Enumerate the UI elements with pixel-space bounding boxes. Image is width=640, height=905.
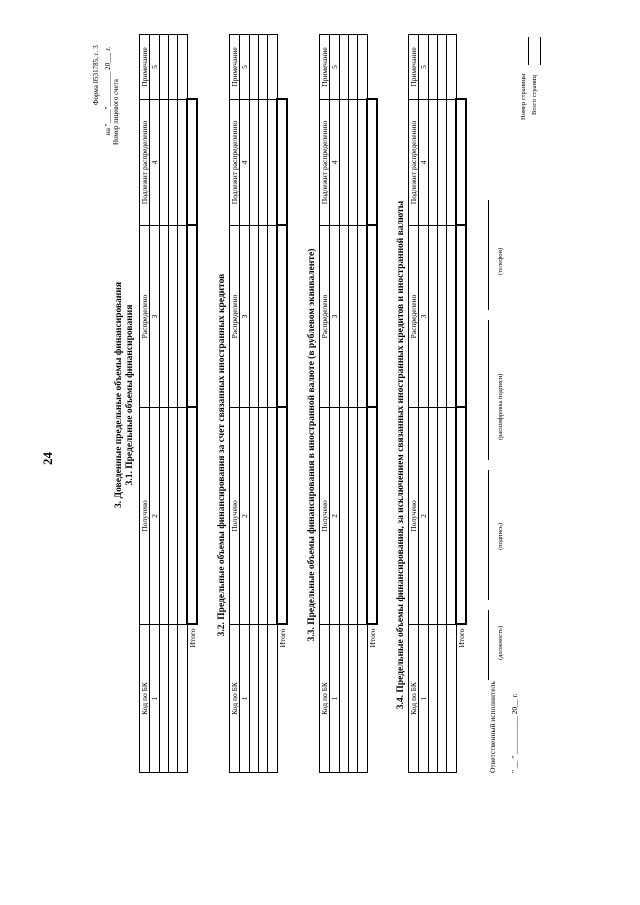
section-3-2-title: 3.2. Предельные объемы финансирования за счет связанных иностранных кредитов <box>217 273 227 637</box>
section-3-4-title: 3.4. Предельные объемы финансирования, за исключением связанных иностранных кредитов и иностранной валюты <box>396 200 406 710</box>
table-row <box>178 35 188 773</box>
page-no-label: Номер страницы <box>520 73 527 120</box>
col-header-to-distribute: Подлежит распределению <box>140 100 150 226</box>
table-3-1 <box>139 34 198 773</box>
name-line <box>488 320 489 460</box>
table-row <box>340 35 349 773</box>
table-total-row <box>187 35 197 773</box>
page-no-line <box>528 37 529 65</box>
col-header-distributed: Распределено <box>140 226 150 408</box>
table-row <box>268 35 278 773</box>
total-label: Итого <box>187 628 197 648</box>
section-3-title: 3. Доведенные предельные объемы финансирования <box>114 282 124 508</box>
name-caption: (расшифровка подписи) <box>497 373 504 440</box>
signature-date: " __ " __________ 20__ г. <box>510 693 519 773</box>
table-row <box>169 35 178 773</box>
table-row <box>259 35 268 773</box>
section-3-1-title: 3.1. Предельные объемы финансирования <box>125 304 135 486</box>
position-caption: (должность) <box>497 625 504 660</box>
table-3-4: Код по БК Получено Распределено Подлежит распределению Примечание 1 2 3 4 5 Итого <box>408 34 467 773</box>
table-row <box>250 35 259 773</box>
signature-line <box>488 470 489 600</box>
account-date-line: на "____"__________ 20___ г. <box>104 46 112 135</box>
table-row <box>358 35 368 773</box>
total-pages-line <box>540 37 541 65</box>
table-row <box>438 35 447 773</box>
col-header-received: Получено <box>140 408 150 625</box>
table-header-row <box>140 35 150 773</box>
section-3-3-title: 3.3. Предельные объемы финансирования в иностранной валюте (в рублевом эквиваленте) <box>307 248 317 642</box>
table-row <box>160 35 169 773</box>
column-number-row: 1 2 3 4 5 <box>150 35 160 773</box>
responsible-executor-label: Ответственный исполнитель <box>488 681 497 773</box>
table-total-row: Итого <box>277 35 287 773</box>
signature-caption: (подпись) <box>497 523 504 550</box>
col-header-note: Примечание <box>140 35 150 100</box>
col-header-code: Код по БК <box>140 625 150 773</box>
table-row <box>447 35 457 773</box>
phone-caption: (телефон) <box>497 247 504 275</box>
table-total-row: Итого <box>367 35 377 773</box>
table-3-3: Код по БК Получено Распределено Подлежит распределению Примечание 1 2 3 4 5 Итого <box>319 34 378 773</box>
position-line <box>488 610 489 680</box>
page-number: 24 <box>40 452 55 465</box>
phone-line <box>488 200 489 310</box>
form-code: Форма 0531785, с. 3 <box>92 45 100 105</box>
table-row <box>349 35 358 773</box>
table-total-row: Итого <box>456 35 466 773</box>
total-pages-label: Всего страниц <box>531 75 538 115</box>
table-row <box>429 35 438 773</box>
account-number-label: Номер лицевого счета <box>112 79 120 145</box>
table-3-2: Код по БК Получено Распределено Подлежит распределению Примечание 1 2 3 4 5 Итого <box>229 34 288 773</box>
